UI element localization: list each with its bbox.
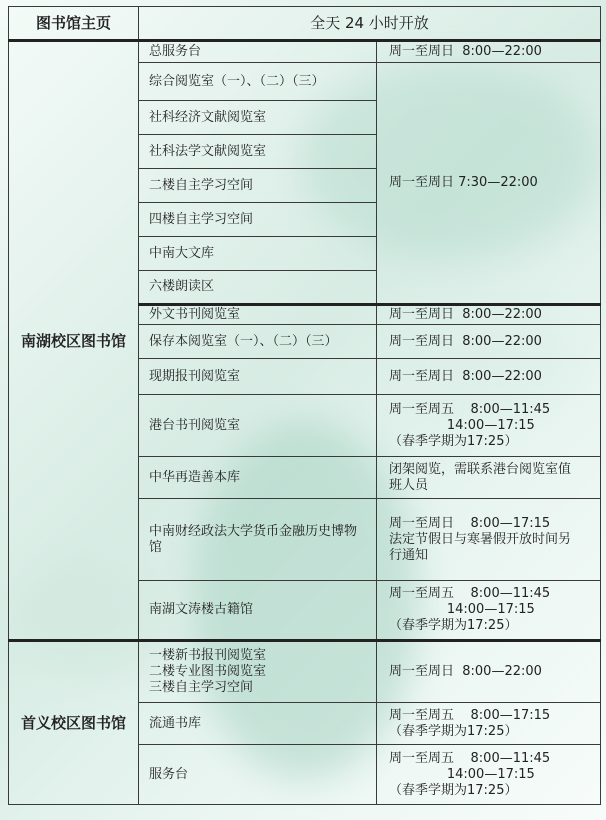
room-name: 总服务台	[139, 41, 377, 63]
hours-cell	[377, 325, 601, 359]
room-name: 四楼自主学习空间	[139, 203, 377, 237]
hours-line: （春季学期为17:25）	[389, 618, 518, 633]
header-row	[9, 7, 601, 41]
room-name: 二楼自主学习空间	[139, 169, 377, 203]
hours-line: 行通知	[389, 547, 429, 563]
hours-cell	[377, 395, 601, 457]
room-name: 综合阅览室（一）、（二）（三）	[139, 63, 377, 101]
hours-cell	[377, 305, 601, 325]
hours-line: 周一至周五 8:00—11:45	[389, 586, 551, 601]
library-home-link[interactable]: 图书馆主页	[9, 7, 139, 41]
room-name: 中华再造善本库	[139, 457, 377, 499]
room-name: 外文书刊阅览室	[139, 305, 377, 325]
hours-line: 周一至周五 8:00—17:15	[389, 707, 551, 723]
room-name: 港台书刊阅览室	[139, 395, 377, 457]
hours-line: （春季学期为17:25）	[389, 782, 518, 798]
room-name	[139, 641, 377, 703]
hours-cell	[377, 457, 601, 499]
hours-cell	[377, 581, 601, 641]
hours-line: 周一至周日 8:00—17:15	[389, 515, 551, 531]
hours-line: （春季学期为17:25）	[389, 433, 518, 449]
table-row	[9, 41, 601, 63]
hours-line: 周一至周五 8:00—11:45	[389, 750, 551, 766]
room-name: 服务台	[139, 745, 377, 805]
campus-name-nanhu: 南湖校区图书馆	[9, 41, 139, 641]
campus-name-shouyi: 首义校区图书馆	[9, 641, 139, 805]
hours-line: （春季学期为17:25）	[389, 723, 518, 739]
hours-cell	[377, 359, 601, 395]
open-all-day-label: 全天 24 小时开放	[139, 7, 601, 41]
hours-line: 法定节假日与寒暑假开放时间另	[389, 531, 572, 547]
room-name: 社科经济文献阅览室	[139, 101, 377, 135]
hours-line: 14:00—17:15	[389, 417, 535, 433]
hours-line: 周一至周日 7:30—22:00	[389, 175, 538, 190]
table-row	[9, 641, 601, 703]
hours-line: 周一至周日 8:00—22:00	[389, 307, 542, 322]
room-name: 中南大文库	[139, 237, 377, 271]
hours-line: 14:00—17:15	[389, 602, 535, 617]
hours-cell	[377, 641, 601, 703]
room-name-line: 二楼专业图书阅览室	[149, 664, 267, 679]
hours-line: 周一至周日 8:00—22:00	[389, 333, 542, 349]
hours-line: 周一至周五 8:00—11:45	[389, 401, 551, 417]
hours-line: 周一至周日 8:00—22:00	[389, 44, 542, 59]
room-name: 流通书库	[139, 703, 377, 745]
hours-cell	[377, 703, 601, 745]
room-name: 中南财经政法大学货币金融历史博物馆	[139, 499, 377, 581]
room-name: 现期报刊阅览室	[139, 359, 377, 395]
hours-cell	[377, 745, 601, 805]
hours-cell	[377, 41, 601, 63]
room-name-line: 三楼自主学习空间	[149, 680, 254, 695]
room-name: 南湖文涛楼古籍馆	[139, 581, 377, 641]
hours-cell	[377, 63, 601, 305]
room-name: 保存本阅览室（一）、（二）（三）	[139, 325, 377, 359]
hours-line: 周一至周日 8:00—22:00	[389, 368, 542, 384]
hours-line: 14:00—17:15	[389, 766, 535, 782]
room-name: 六楼朗读区	[139, 271, 377, 305]
hours-cell	[377, 499, 601, 581]
hours-line: 班人员	[389, 477, 429, 493]
hours-line: 闭架阅览，需联系港台阅览室值	[389, 461, 572, 477]
room-name: 社科法学文献阅览室	[139, 135, 377, 169]
opening-hours-table	[8, 6, 601, 805]
hours-line: 周一至周日 8:00—22:00	[389, 664, 542, 679]
room-name-line: 一楼新书报刊阅览室	[149, 648, 267, 663]
